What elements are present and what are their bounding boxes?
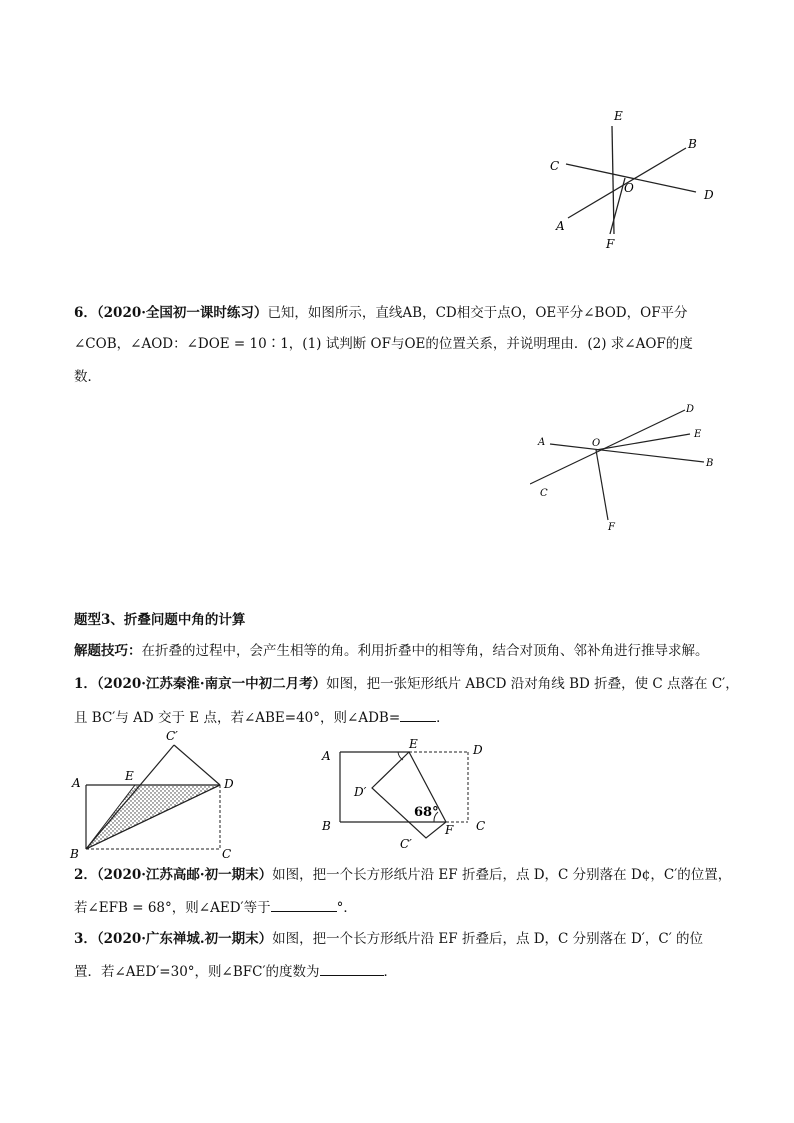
- p3-text-line2a: 置．若∠AED′=30°，则∠BFC′的度数为: [74, 964, 320, 980]
- p3-text-line1: 如图，把一个长方形纸片沿 EF 折叠后，点 D，C 分别落在 D′，C′ 的位: [272, 931, 704, 947]
- label-a: A: [322, 749, 331, 763]
- figure-intersecting-lines-top: [530, 100, 730, 260]
- p1-line2: [74, 707, 450, 728]
- p2-text-line2a: 若∠EFB = 68°，则∠AED′等于: [74, 900, 271, 916]
- label-f: F: [606, 237, 615, 251]
- label-o: O: [624, 181, 634, 195]
- p1-source: （2020·江苏秦淮·南京一中初二月考）: [96, 676, 327, 692]
- p1-number: 1．: [74, 676, 97, 692]
- label-b: B: [706, 458, 714, 469]
- p3-line1: [74, 929, 703, 949]
- p3-number: 3．: [74, 931, 97, 947]
- figure-q6: [530, 400, 730, 540]
- line-oe: [596, 434, 690, 450]
- angle-68: 68°: [414, 805, 439, 820]
- p1-text-line2b: ．: [436, 710, 450, 726]
- figure-p1-fold: [64, 726, 254, 862]
- label-a: A: [538, 437, 546, 448]
- label-c: C: [476, 819, 486, 833]
- label-a: A: [556, 219, 565, 233]
- label-e: E: [409, 738, 418, 751]
- p3-answer-blank: [320, 961, 384, 976]
- p2-number: 2．: [74, 867, 97, 883]
- label-dprime: D′: [354, 785, 367, 799]
- p2-line2: [74, 897, 357, 918]
- figure-p2-fold: [316, 738, 496, 850]
- p1-line1: [74, 674, 739, 694]
- section-tip: [74, 641, 709, 661]
- label-d: D: [224, 777, 234, 791]
- p2-text-line2b: °．: [336, 900, 357, 916]
- line-of: [610, 178, 625, 234]
- line-cd: [530, 410, 685, 484]
- label-e: E: [614, 109, 623, 123]
- label-d: D: [686, 404, 695, 415]
- q6-line1: [74, 303, 688, 323]
- label-o: O: [592, 438, 601, 449]
- folded-part: [372, 752, 446, 838]
- q6-text-line2: ∠COB，∠AOD：∠DOE = 10∶1，(1) 试判断 OF与OE的位置关系，并说明理由．(2) 求∠AOF的度: [74, 336, 693, 352]
- p2-text-line1: 如图，把一个长方形纸片沿 EF 折叠后，点 D，C 分别落在 D¢，C′的位置，: [272, 867, 732, 883]
- p1-text-line1: 如图，把一张矩形纸片 ABCD 沿对角线 BD 折叠，使 C 点落在 C′，: [326, 676, 739, 692]
- line-ab: [550, 444, 704, 462]
- tip-label: 解题技巧：: [74, 643, 142, 659]
- label-e: E: [694, 429, 702, 440]
- label-b: B: [688, 137, 697, 151]
- label-c: C: [540, 488, 548, 499]
- q6-number: 6．: [74, 305, 97, 321]
- label-f: F: [608, 522, 615, 533]
- label-c: C: [222, 847, 232, 861]
- q6-source: （2020·全国初一课时练习）: [96, 305, 268, 321]
- label-b: B: [70, 847, 79, 861]
- p3-line2: [74, 961, 397, 982]
- label-b: B: [322, 819, 331, 833]
- p3-text-line2b: ．: [383, 964, 398, 980]
- line-of: [596, 450, 608, 520]
- label-f: F: [445, 823, 454, 837]
- p2-source: （2020·江苏高邮·初一期末）: [96, 867, 273, 883]
- p1-text-line2a: 且 BC′与 AD 交于 E 点，若∠ABE=40°，则∠ADB=: [74, 710, 401, 726]
- label-c: C: [550, 159, 560, 173]
- section-title: 题型3、折叠问题中角的计算: [74, 612, 246, 628]
- label-cprime: C′: [400, 837, 412, 850]
- p2-answer-blank: [271, 897, 337, 912]
- p2-line1: [74, 865, 731, 885]
- label-e: E: [125, 769, 134, 783]
- q6-text-line1: 已知，如图所示，直线AB，CD相交于点O，OE平分∠BOD，OF平分: [267, 305, 688, 321]
- label-cprime: C′: [166, 729, 178, 743]
- tip-text: 在折叠的过程中，会产生相等的角。利用折叠中的相等角，结合对顶角、邻补角进行推导求解。: [141, 643, 709, 659]
- p1-answer-blank: [400, 707, 436, 722]
- q6-text-line3: 数．: [74, 369, 101, 385]
- label-d: D: [704, 188, 714, 202]
- label-d: D: [473, 743, 483, 757]
- side-cprimed: [174, 745, 220, 785]
- p3-source: （2020·广东禅城.初一期末）: [96, 931, 273, 947]
- label-a: A: [72, 776, 81, 790]
